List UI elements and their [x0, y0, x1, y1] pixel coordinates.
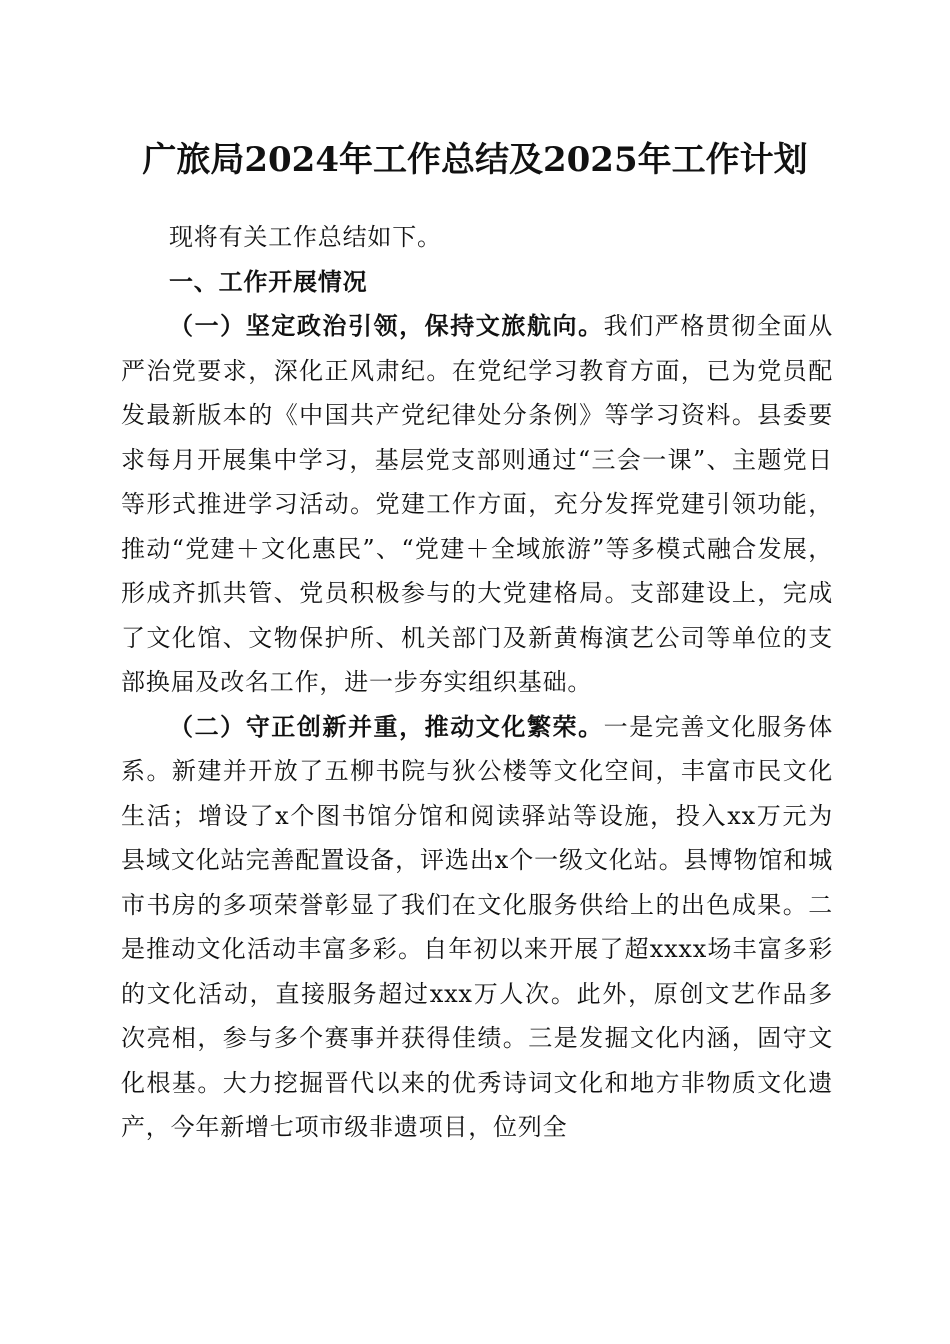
document-title: 广旅局2024年工作总结及2025年工作计划 [142, 140, 808, 180]
paragraph-1 [121, 304, 833, 705]
document-body [121, 211, 833, 1150]
section-heading: 一、工作开展情况 [169, 267, 368, 296]
paragraph-1-text: 我们严格贯彻全面从严治党要求，深化正风肃纪。在党纪学习教育方面，已为党员配发最新版本的《中国共产党纪律处分条例》等学习资料。县委要求每月开展集中学习，基层党支部则通过“三会一课”、主题党日等形式推进学习活动。党建工作方面，充分发挥党建引领功能，推动“党建＋文化惠民”、“党建＋全域旅游”等多模式融合发展，形成齐抓共管、党员积极参与的大党建格局。支部建设上，完成了文化馆、文物保护所、机关部门及新黄梅演艺公司等单位的支部换届及改名工作，进一步夯实组织基础。 [121, 312, 833, 696]
intro-paragraph: 现将有关工作总结如下。 [169, 223, 442, 251]
paragraph-1-lead: （一）坚定政治引领，保持文旅航向。 [169, 311, 604, 340]
paragraph-2-lead: （二）守正创新并重，推动文化繁荣。 [169, 711, 604, 741]
paragraph-2 [121, 705, 833, 1150]
paragraph-2-text: 一是完善文化服务体系。新建并开放了五柳书院与狄公楼等文化空间，丰富市民文化生活；增设了x个图书馆分馆和阅读驿站等设施，投入xx万元为县域文化站完善配置设备，评选出x个一级文化站。县博物馆和城市书房的多项荣誉彰显了我们在文化服务供给上的出色成果。二是推动文化活动丰富多彩。自年初以来开展了超xxxx场丰富多彩的文化活动，直接服务超过xxx万人次。此外，原创文艺作品多次亮相，参与多个赛事并获得佳绩。三是发掘文化内涵，固守文化根基。大力挖掘晋代以来的优秀诗词文化和地方非物质文化遗产，今年新增七项市级非遗项目，位列全 [121, 712, 833, 1141]
